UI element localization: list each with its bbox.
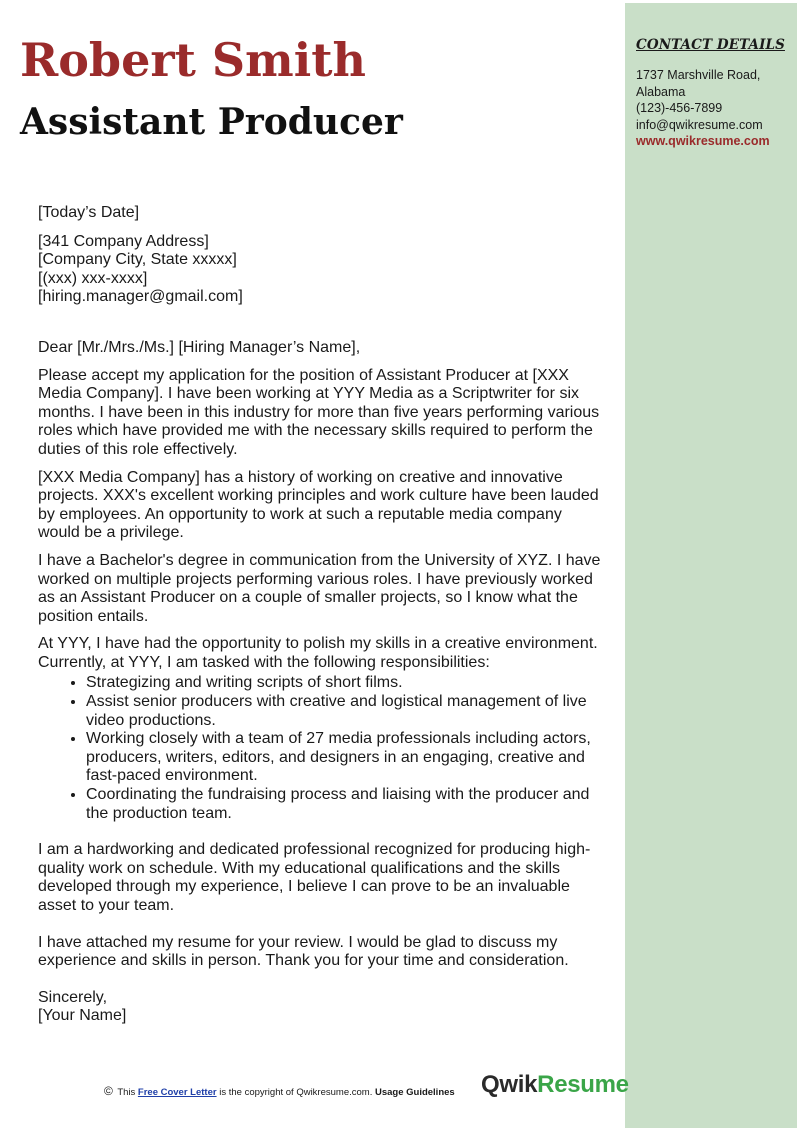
- applicant-name: Robert Smith: [20, 33, 366, 87]
- paragraph-thanks: I have attached my resume for your review. I would be glad to discuss my experience and skills in person. Thank you for your time and consideration.: [38, 933, 569, 970]
- recipient-address: [341 Company Address]: [38, 232, 209, 250]
- footer-middle: is the copyright of Qwikresume.com.: [219, 1087, 373, 1098]
- logo-qwik: Qwik: [481, 1071, 538, 1098]
- signature: [Your Name]: [38, 1007, 127, 1025]
- contact-heading: CONTACT DETAILS: [636, 37, 785, 53]
- letter-date: [Today’s Date]: [38, 204, 140, 221]
- responsibilities-list: [38, 674, 603, 823]
- qwikresume-logo[interactable]: [481, 1071, 629, 1099]
- contact-website[interactable]: www.qwikresume.com: [636, 134, 770, 148]
- contact-phone: (123)-456-7899: [636, 101, 723, 115]
- recipient-phone: [(xxx) xxx-xxxx]: [38, 269, 148, 287]
- contact-list: [636, 67, 770, 150]
- copyright-icon: ©: [104, 1084, 113, 1098]
- contact-sidebar: [625, 3, 797, 1128]
- list-item: • Strategizing and writing scripts of short films.: [86, 674, 603, 693]
- closing-block: [38, 989, 603, 1026]
- footer-prefix: This: [117, 1087, 136, 1098]
- free-cover-letter-link[interactable]: Free Cover Letter: [137, 1087, 217, 1098]
- paragraph-qualifications: I am a hardworking and dedicated professional recognized for producing high-quality work on schedule. With my educational qualifications and the skills developed through my experience, I believe I can prove to be an invaluable asset to your team.: [38, 841, 591, 914]
- job-title: Assistant Producer: [20, 101, 403, 143]
- paragraph-responsibilities-intro: At YYY, I have had the opportunity to polish my skills in a creative environment. Currently, at YYY, I am tasked with the following responsibilities:: [38, 635, 598, 671]
- recipient-email: [hiring.manager@gmail.com]: [38, 288, 243, 306]
- copyright-footer: [104, 1084, 455, 1098]
- paragraph-education: I have a Bachelor's degree in communication from the University of XYZ. I have worked on multiple projects performing various roles. I have previously worked as an Assistant Producer on a couple of smaller projects, so I know what the position entails.: [38, 551, 601, 625]
- recipient-block: [38, 233, 603, 307]
- paragraph-company: [XXX Media Company] has a history of working on creative and innovative projects. XXX's excellent working principles and work culture have been lauded by employees. An opportunity to work at such a reputable media company would be a privilege.: [38, 468, 599, 542]
- usage-guidelines-link[interactable]: Usage Guidelines: [374, 1087, 455, 1098]
- salutation: Dear [Mr./Mrs./Ms.] [Hiring Manager’s Name],: [38, 338, 361, 356]
- paragraph-intro: Please accept my application for the position of Assistant Producer at [XXX Media Company]. I have been working at YYY Media as a Scriptwriter for six months. I have been in this industry for more than five years performing various roles which have provided me with the necessary skills required to perform the duties of this role effectively.: [38, 366, 600, 458]
- contact-address-line1: 1737 Marshville Road,: [636, 68, 761, 82]
- list-item: • Assist senior producers with creative and logistical management of live video productions.: [86, 693, 603, 730]
- logo-resume: Resume: [537, 1071, 629, 1098]
- list-item: • Coordinating the fundraising process and liaising with the producer and the production team.: [86, 786, 603, 823]
- signoff: Sincerely,: [38, 988, 108, 1006]
- contact-email[interactable]: info@qwikresume.com: [636, 117, 763, 132]
- letter-body: [38, 204, 603, 1026]
- contact-address-line2: Alabama: [636, 84, 686, 99]
- list-item: • Working closely with a team of 27 media professionals including actors, producers, writers, editors, and designers in an engaging, creative and fast-paced environment.: [86, 730, 603, 786]
- recipient-city: [Company City, State xxxxx]: [38, 251, 237, 269]
